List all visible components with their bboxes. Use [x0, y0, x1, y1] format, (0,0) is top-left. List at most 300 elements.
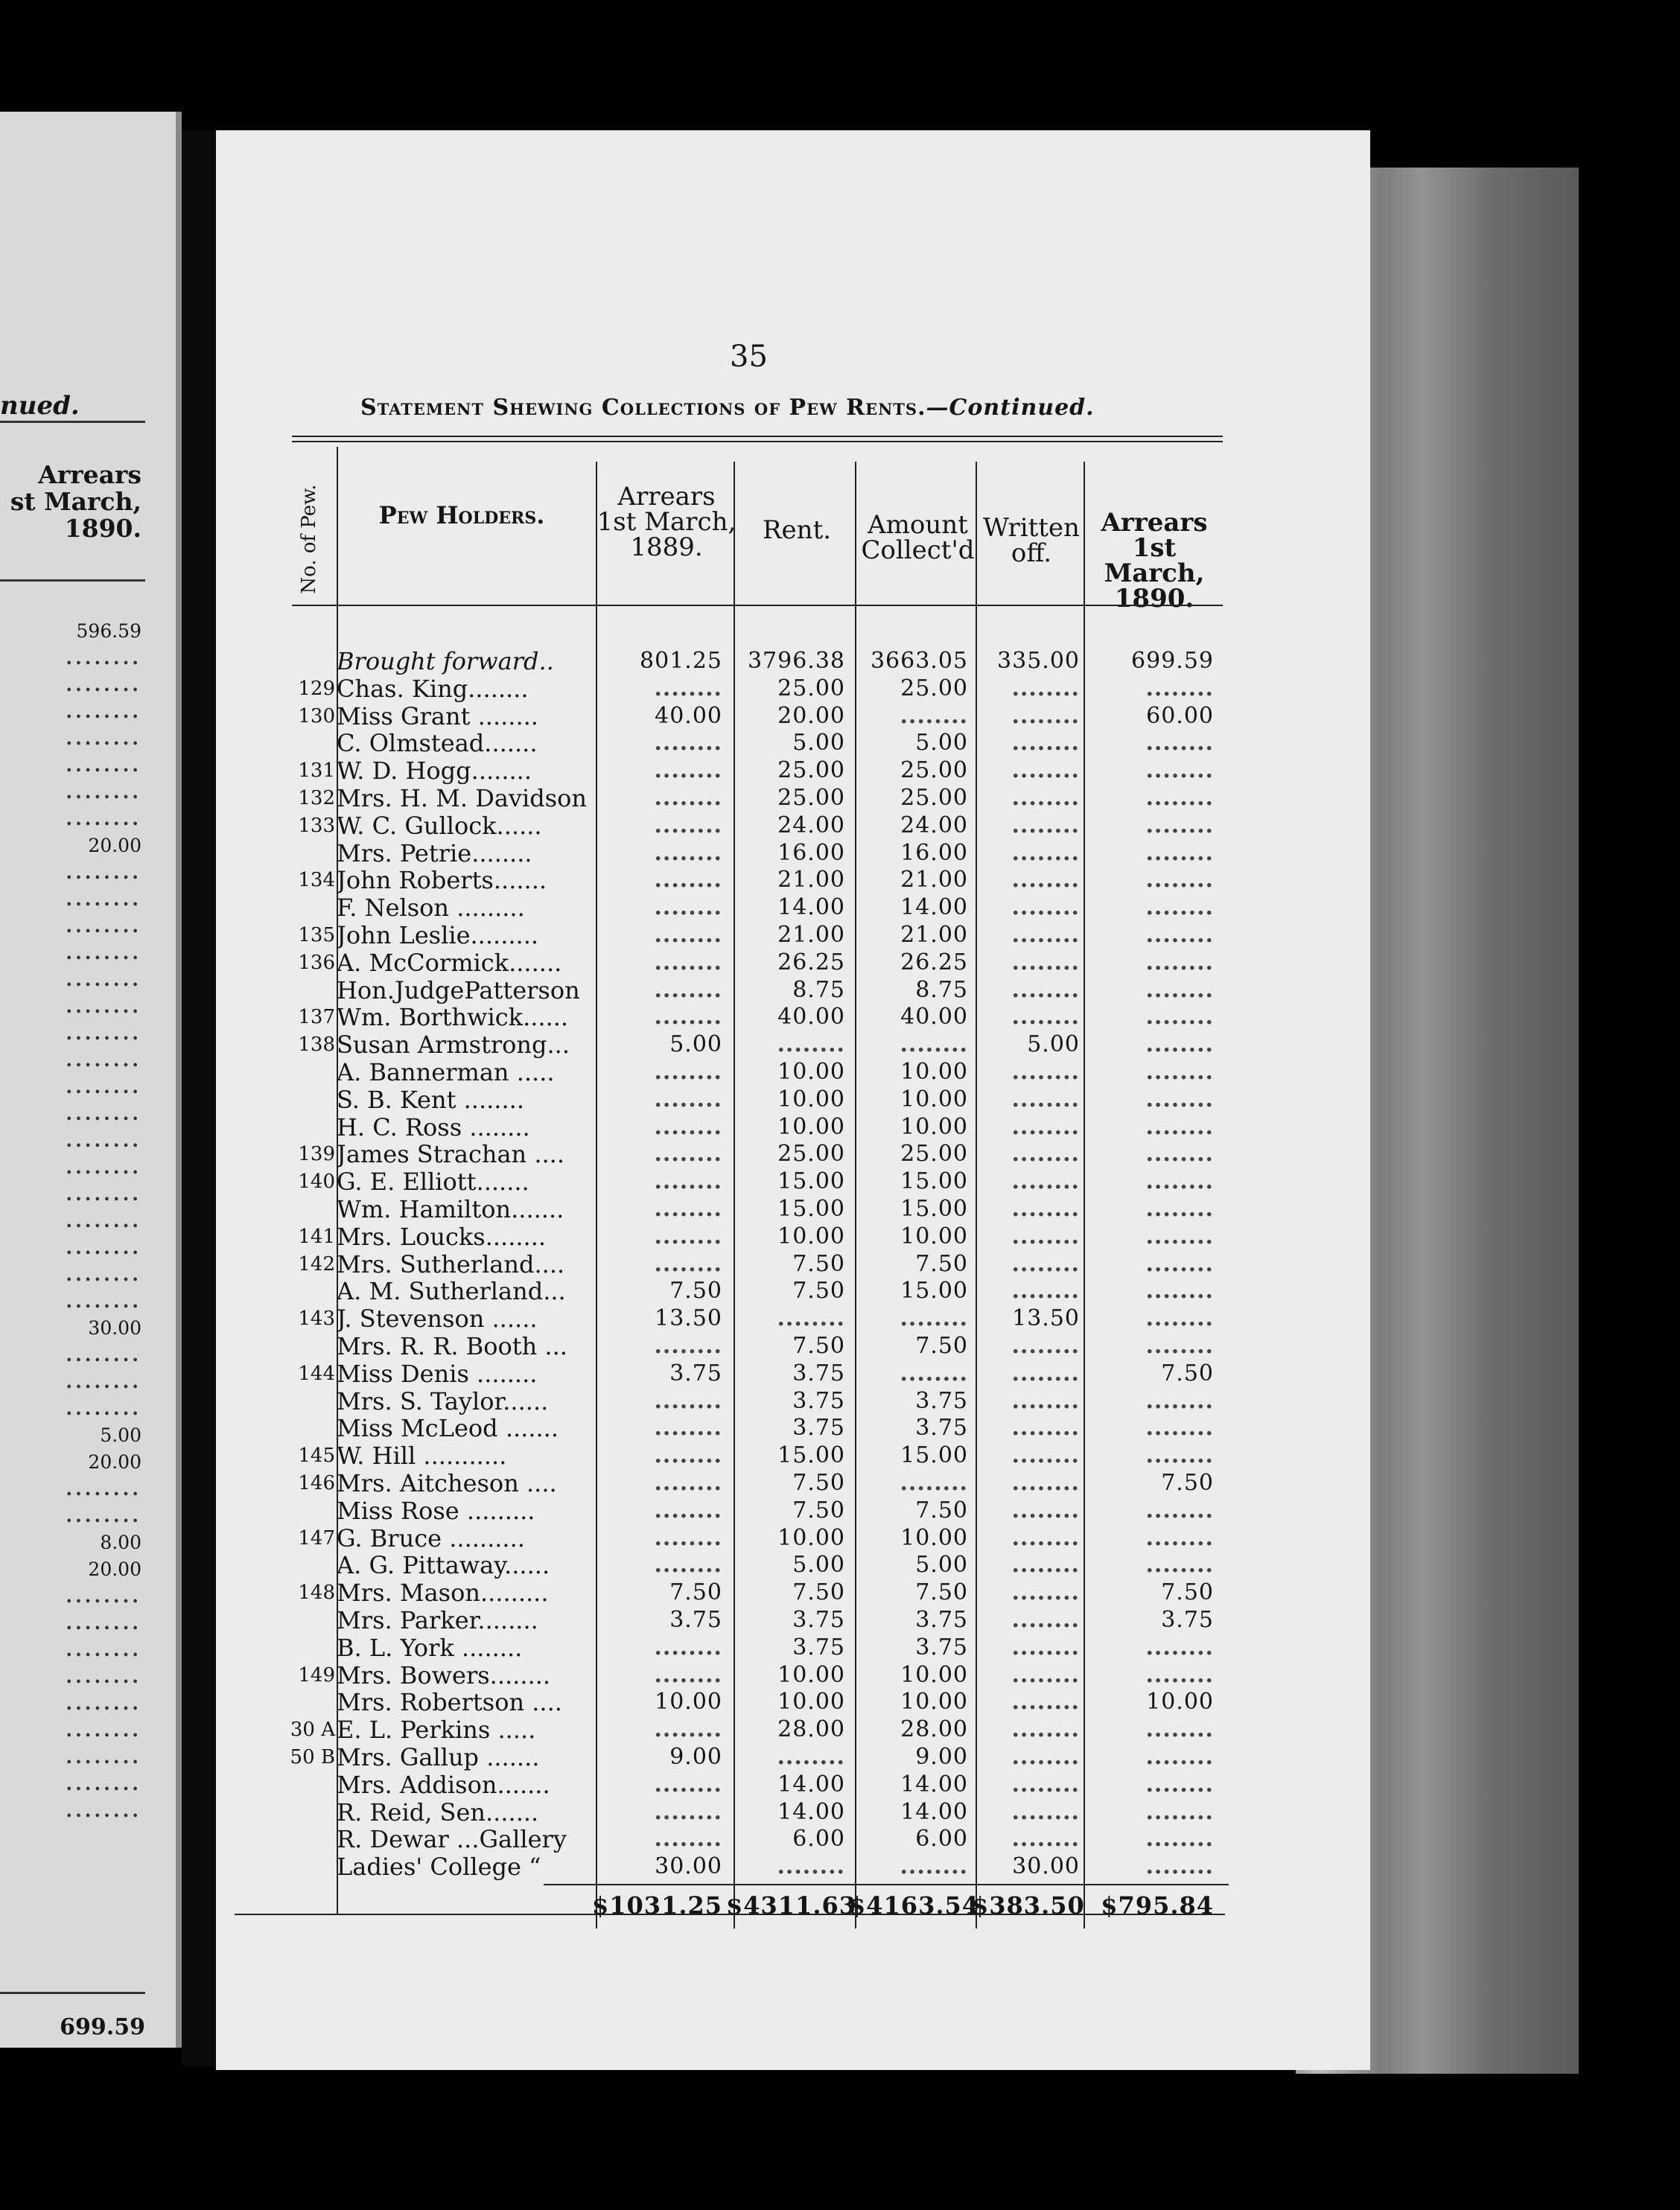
- left-value: ........: [66, 1103, 141, 1124]
- table-row: [0, 867, 1266, 894]
- left-continued-label: nued.: [0, 391, 80, 421]
- table-row: [0, 1223, 1266, 1250]
- left-value: ........: [66, 1130, 141, 1151]
- collected-cell: 16.00: [900, 839, 968, 866]
- pew-number: 141: [298, 1225, 335, 1248]
- arrears-1889-cell: ........: [654, 1497, 722, 1523]
- pew-holder-name: Mrs. Addison.......: [337, 1771, 550, 1798]
- collected-cell: 15.00: [900, 1278, 968, 1305]
- written-off-cell: ........: [1011, 1661, 1080, 1688]
- table-row: [0, 1525, 1266, 1552]
- arrears-1890-cell: ........: [1145, 1250, 1214, 1277]
- table-row: [0, 1497, 1266, 1524]
- written-off-cell: ........: [1011, 812, 1080, 838]
- header-amount-collected: [856, 512, 979, 563]
- pew-holder-name: Mrs. Petrie........: [337, 839, 532, 867]
- arrears-1890-cell: ........: [1145, 1661, 1214, 1688]
- table-row: [0, 1278, 1266, 1305]
- pew-holder-name: Mrs. Mason.........: [337, 1579, 549, 1607]
- rent-cell: 14.00: [777, 1798, 845, 1825]
- arrears-1889-cell: 5.00: [669, 1031, 722, 1058]
- collected-cell: 9.00: [915, 1744, 968, 1770]
- pew-number: 132: [298, 787, 335, 809]
- header-pew-number: [279, 484, 335, 603]
- header-line: 1st March,: [1104, 533, 1205, 588]
- arrears-1890-cell: ........: [1145, 1333, 1214, 1359]
- rent-cell: 21.00: [777, 867, 845, 894]
- arrears-1890-cell: ........: [1145, 1853, 1214, 1880]
- pew-number: 138: [298, 1034, 335, 1057]
- written-off-cell: ........: [1011, 922, 1080, 948]
- pew-holder-name: W. C. Gullock......: [337, 812, 542, 839]
- table-row: [0, 1662, 1266, 1689]
- arrears-1889-cell: ........: [654, 1661, 722, 1688]
- table-row: [0, 1305, 1266, 1332]
- arrears-1889-cell: ........: [654, 1415, 722, 1442]
- arrears-1890-cell: ........: [1145, 1278, 1214, 1305]
- totals-rule: [544, 1884, 1229, 1885]
- written-off-cell: ........: [1011, 1579, 1080, 1606]
- arrears-1890-cell: 699.59: [1131, 648, 1214, 674]
- arrears-1890-cell: ........: [1145, 976, 1214, 1003]
- arrears-1890-cell: ........: [1145, 1497, 1214, 1523]
- collected-cell: 15.00: [900, 1196, 968, 1222]
- left-value: ........: [66, 996, 141, 1017]
- written-off-cell: ........: [1011, 730, 1080, 757]
- arrears-1890-cell: ........: [1145, 894, 1214, 921]
- pew-holder-name: S. B. Kent ........: [337, 1086, 524, 1113]
- table-row: [0, 812, 1266, 839]
- arrears-1889-cell: ........: [654, 1141, 722, 1168]
- arrears-1889-cell: ........: [654, 757, 722, 784]
- collected-cell: 8.75: [915, 976, 968, 1003]
- arrears-1889-cell: ........: [654, 867, 722, 894]
- left-value: ........: [66, 1022, 141, 1044]
- rent-cell: 15.00: [777, 1196, 845, 1222]
- rent-cell: 7.50: [792, 1579, 845, 1606]
- table-row: [0, 757, 1266, 784]
- left-value: ........: [66, 781, 141, 803]
- pew-number: 137: [298, 1006, 335, 1029]
- rent-cell: ........: [777, 1031, 845, 1058]
- rent-cell: 14.00: [777, 1771, 845, 1797]
- rent-cell: 10.00: [777, 1524, 845, 1551]
- arrears-1889-cell: 40.00: [655, 702, 722, 729]
- rent-cell: ........: [777, 1744, 845, 1770]
- collected-cell: 10.00: [900, 1689, 968, 1716]
- pew-number: 144: [298, 1362, 335, 1385]
- header-line: Arrears: [1101, 508, 1208, 538]
- table-row: [0, 949, 1266, 976]
- arrears-1890-cell: ........: [1145, 1524, 1214, 1551]
- arrears-1889-cell: ........: [654, 1250, 722, 1277]
- collected-cell: ........: [900, 1031, 968, 1058]
- collected-cell: 7.50: [915, 1497, 968, 1523]
- rent-cell: 25.00: [777, 1141, 845, 1168]
- arrears-1890-cell: ........: [1145, 1771, 1214, 1797]
- arrears-1890-cell: ........: [1145, 730, 1214, 757]
- title-continued: —Continued.: [926, 395, 1095, 421]
- rent-cell: 16.00: [777, 839, 845, 866]
- left-value: ........: [66, 808, 141, 829]
- arrears-1890-cell: ........: [1145, 1415, 1214, 1442]
- header-line: Written: [983, 513, 1080, 543]
- left-value: ........: [66, 1612, 141, 1634]
- totals-row: [0, 1891, 1266, 1924]
- table-row: [0, 1579, 1266, 1606]
- collected-cell: 21.00: [900, 922, 968, 948]
- collected-cell: 10.00: [900, 1223, 968, 1249]
- left-value: ........: [66, 1398, 141, 1419]
- collected-cell: 26.25: [900, 949, 968, 975]
- collected-cell: 5.00: [915, 1552, 968, 1579]
- pew-holder-name: John Roberts.......: [337, 867, 547, 894]
- arrears-1889-cell: ........: [654, 1771, 722, 1797]
- written-off-cell: ........: [1011, 1689, 1080, 1716]
- pew-holder-name: C. Olmstead.......: [337, 730, 538, 757]
- left-value: ........: [66, 727, 141, 749]
- arrears-1890-cell: ........: [1145, 1634, 1214, 1660]
- arrears-1889-cell: 7.50: [669, 1278, 722, 1305]
- arrears-1889-cell: ........: [654, 1113, 722, 1140]
- pew-holder-name: A. M. Sutherland...: [337, 1278, 566, 1305]
- rent-cell: 3796.38: [747, 648, 845, 674]
- table-row: [0, 840, 1266, 867]
- collected-cell: 10.00: [900, 1113, 968, 1140]
- left-value: ........: [66, 1505, 141, 1526]
- left-value: ........: [66, 754, 141, 776]
- pew-holder-name: John Leslie.........: [337, 922, 539, 949]
- rent-cell: 25.00: [777, 757, 845, 784]
- rent-cell: 20.00: [777, 702, 845, 729]
- pew-holder-name: James Strachan ....: [337, 1141, 565, 1168]
- collected-cell: 3.75: [915, 1607, 968, 1633]
- left-value: ........: [66, 942, 141, 964]
- table-row: [0, 1168, 1266, 1195]
- rent-cell: 10.00: [777, 1059, 845, 1085]
- written-off-cell: ........: [1011, 1798, 1080, 1825]
- pew-number: 145: [298, 1445, 335, 1468]
- left-value: ........: [66, 1049, 141, 1071]
- left-value: ........: [66, 1478, 141, 1500]
- page-number: 35: [730, 340, 768, 374]
- arrears-1890-cell: ........: [1145, 1059, 1214, 1085]
- collected-cell: 5.00: [915, 730, 968, 757]
- pew-holder-name: Mrs. S. Taylor......: [337, 1387, 549, 1415]
- left-value: ........: [66, 969, 141, 990]
- arrears-1890-cell: ........: [1145, 1305, 1214, 1332]
- written-off-cell: ........: [1011, 1196, 1080, 1222]
- header-line: Collect'd: [861, 535, 975, 565]
- collected-cell: 3.75: [915, 1415, 968, 1442]
- written-off-cell: ........: [1011, 702, 1080, 729]
- left-value: ........: [66, 1692, 141, 1714]
- table-row: [0, 675, 1266, 702]
- left-value: 8.00: [100, 1532, 141, 1553]
- written-off-cell: ........: [1011, 1387, 1080, 1414]
- table-row: [0, 1031, 1266, 1058]
- left-value: ........: [66, 1156, 141, 1178]
- arrears-1890-cell: ........: [1145, 1168, 1214, 1195]
- arrears-1890-cell: ........: [1145, 1798, 1214, 1825]
- table-row: [0, 1388, 1266, 1415]
- rent-cell: 5.00: [792, 730, 845, 757]
- left-value: ........: [66, 915, 141, 937]
- pew-holder-name: Mrs. Loucks........: [337, 1223, 547, 1250]
- collected-cell: 25.00: [900, 785, 968, 811]
- pew-holder-name: R. Dewar ...Gallery: [337, 1826, 567, 1853]
- table-row: [0, 1004, 1266, 1031]
- rent-cell: 25.00: [777, 785, 845, 811]
- pew-holder-name: G. E. Elliott.......: [337, 1168, 529, 1196]
- collected-cell: 7.50: [915, 1250, 968, 1277]
- collected-cell: 14.00: [900, 894, 968, 921]
- collected-cell: 10.00: [900, 1086, 968, 1112]
- written-off-cell: ........: [1011, 1141, 1080, 1168]
- arrears-1889-cell: ........: [654, 949, 722, 975]
- rent-cell: 3.75: [792, 1607, 845, 1633]
- written-off-cell: 335.00: [997, 648, 1080, 674]
- written-off-cell: ........: [1011, 1716, 1080, 1743]
- pew-holder-name: A. G. Pittaway......: [337, 1552, 550, 1579]
- rent-cell: 10.00: [777, 1661, 845, 1688]
- table-row: [0, 1196, 1266, 1223]
- pew-holder-name: W. Hill ...........: [337, 1442, 507, 1470]
- rent-cell: 21.00: [777, 922, 845, 948]
- table-row: [0, 1251, 1266, 1278]
- written-off-cell: ........: [1011, 1826, 1080, 1853]
- arrears-1890-cell: ........: [1145, 1552, 1214, 1579]
- left-value: ........: [66, 888, 141, 910]
- pew-holder-name: Ladies' College “: [337, 1853, 541, 1881]
- written-off-cell: ........: [1011, 1771, 1080, 1797]
- collected-cell: 24.00: [900, 812, 968, 838]
- rent-cell: 15.00: [777, 1168, 845, 1195]
- left-total: 699.59: [60, 2014, 145, 2040]
- table-row: [0, 1771, 1266, 1798]
- written-off-cell: ........: [1011, 1168, 1080, 1195]
- pew-holder-name: Mrs. R. R. Booth ...: [337, 1333, 567, 1360]
- collected-cell: 10.00: [900, 1059, 968, 1085]
- written-off-cell: ........: [1011, 1524, 1080, 1551]
- rent-cell: 14.00: [777, 894, 845, 921]
- arrears-1889-cell: 13.50: [655, 1305, 722, 1332]
- pew-number: 131: [298, 760, 335, 783]
- arrears-1890-cell: ........: [1145, 867, 1214, 894]
- rent-cell: 10.00: [777, 1086, 845, 1112]
- arrears-1889-cell: ........: [654, 1196, 722, 1222]
- table-row: [0, 703, 1266, 730]
- left-header-line: st March,: [10, 487, 141, 516]
- arrears-1890-cell: ........: [1145, 1716, 1214, 1743]
- pew-number: 130: [298, 704, 335, 727]
- arrears-1889-cell: ........: [654, 839, 722, 866]
- arrears-1889-cell: ........: [654, 1442, 722, 1469]
- arrears-1889-cell: ........: [654, 730, 722, 757]
- pew-number: 147: [298, 1526, 335, 1550]
- collected-cell: 7.50: [915, 1333, 968, 1359]
- table-row: [0, 730, 1266, 757]
- pew-holder-name: Mrs. Robertson ....: [337, 1689, 562, 1716]
- arrears-1889-cell: ........: [654, 922, 722, 948]
- arrears-1890-cell: ........: [1145, 1004, 1214, 1031]
- pew-holder-name: R. Reid, Sen.......: [337, 1798, 539, 1826]
- left-value: ........: [66, 862, 141, 883]
- left-value: ........: [66, 1076, 141, 1098]
- pew-holder-name: Brought forward..: [337, 648, 554, 675]
- rent-cell: 3.75: [792, 1634, 845, 1660]
- written-off-cell: ........: [1011, 1250, 1080, 1277]
- collected-cell: 7.50: [915, 1579, 968, 1606]
- pew-number: 142: [298, 1252, 335, 1276]
- pew-number: 129: [298, 677, 335, 700]
- arrears-1889-cell: ........: [654, 1826, 722, 1853]
- written-off-cell: ........: [1011, 1113, 1080, 1140]
- table-row: [0, 1634, 1266, 1661]
- arrears-1889-cell: ........: [654, 894, 722, 921]
- left-value: ........: [66, 1371, 141, 1392]
- collected-cell: 25.00: [900, 675, 968, 701]
- pew-holder-name: A. McCormick.......: [337, 949, 562, 976]
- collected-cell: 28.00: [900, 1716, 968, 1743]
- pew-holder-name: F. Nelson .........: [337, 894, 525, 922]
- pew-holder-name: Mrs. Parker........: [337, 1607, 538, 1634]
- pew-holder-name: Mrs. Gallup .......: [337, 1744, 540, 1771]
- written-off-cell: ........: [1011, 1607, 1080, 1633]
- table-row: [0, 1442, 1266, 1469]
- arrears-1890-cell: ........: [1145, 839, 1214, 866]
- pew-holder-name: Chas. King........: [337, 675, 529, 702]
- written-off-cell: ........: [1011, 1278, 1080, 1305]
- table-row: [0, 1607, 1266, 1634]
- written-off-cell: ........: [1011, 839, 1080, 866]
- total-written-off: $383.50: [972, 1891, 1085, 1920]
- arrears-1889-cell: 801.25: [640, 648, 722, 674]
- rent-cell: ........: [777, 1853, 845, 1880]
- pew-number: 136: [298, 951, 335, 974]
- pew-number: 140: [298, 1171, 335, 1194]
- written-off-cell: ........: [1011, 1552, 1080, 1579]
- rent-cell: 28.00: [777, 1716, 845, 1743]
- arrears-1889-cell: ........: [654, 675, 722, 701]
- arrears-1890-cell: ........: [1145, 1442, 1214, 1469]
- arrears-1889-cell: ........: [654, 1223, 722, 1249]
- table-row: [0, 1826, 1266, 1853]
- rent-cell: 7.50: [792, 1497, 845, 1523]
- header-rent: Rent.: [762, 515, 832, 545]
- rent-cell: 7.50: [792, 1470, 845, 1496]
- rent-cell: 25.00: [777, 675, 845, 701]
- arrears-1890-cell: 60.00: [1146, 702, 1214, 729]
- arrears-1889-cell: 9.00: [669, 1744, 722, 1770]
- written-off-cell: ........: [1011, 1442, 1080, 1469]
- written-off-cell: ........: [1011, 894, 1080, 921]
- collected-cell: 15.00: [900, 1168, 968, 1195]
- collected-cell: 25.00: [900, 757, 968, 784]
- written-off-cell: ........: [1011, 976, 1080, 1003]
- pew-holder-name: Wm. Hamilton.......: [337, 1196, 564, 1223]
- table-row: [0, 1086, 1266, 1113]
- rent-cell: 6.00: [792, 1826, 845, 1853]
- arrears-1890-cell: ........: [1145, 1086, 1214, 1112]
- total-arrears-1890: $795.84: [1101, 1891, 1214, 1920]
- arrears-1889-cell: 7.50: [669, 1579, 722, 1606]
- arrears-1889-cell: ........: [654, 1387, 722, 1414]
- header-arrears-1889: [596, 484, 737, 560]
- written-off-cell: ........: [1011, 1004, 1080, 1031]
- left-value: ........: [66, 1666, 141, 1687]
- left-value: ........: [66, 1746, 141, 1768]
- arrears-1890-cell: 3.75: [1161, 1607, 1214, 1633]
- arrears-1890-cell: ........: [1145, 1744, 1214, 1770]
- header-pew-number-text: No. of Pew.: [298, 484, 320, 594]
- bottom-rule: [235, 1914, 1225, 1915]
- collected-cell: 3.75: [915, 1634, 968, 1660]
- total-arrears-1889: $1031.25: [592, 1891, 722, 1920]
- written-off-cell: ........: [1011, 1333, 1080, 1359]
- written-off-cell: ........: [1011, 675, 1080, 701]
- header-line: 1889.: [630, 532, 703, 562]
- rent-cell: 7.50: [792, 1278, 845, 1305]
- rent-cell: 8.75: [792, 976, 845, 1003]
- collected-cell: 14.00: [900, 1771, 968, 1797]
- total-rent: $4311.63: [726, 1891, 856, 1920]
- pew-holder-name: Susan Armstrong...: [337, 1031, 570, 1059]
- arrears-1890-cell: 7.50: [1161, 1360, 1214, 1386]
- pew-holder-name: W. D. Hogg........: [337, 757, 532, 785]
- pew-holder-name: Mrs. Bowers........: [337, 1661, 551, 1689]
- left-value: 5.00: [100, 1424, 141, 1446]
- pew-holder-name: H. C. Ross ........: [337, 1113, 530, 1141]
- arrears-1889-cell: ........: [654, 1716, 722, 1743]
- pew-number: 30 A: [290, 1719, 335, 1742]
- pew-holder-name: A. Bannerman .....: [337, 1059, 555, 1086]
- table-row: [0, 1333, 1266, 1360]
- arrears-1890-cell: ........: [1145, 1223, 1214, 1249]
- table-row: [0, 1744, 1266, 1771]
- pew-holder-name: Hon.JudgePatterson: [337, 976, 580, 1004]
- page-title: [360, 395, 1095, 421]
- collected-cell: 14.00: [900, 1798, 968, 1825]
- written-off-cell: ........: [1011, 867, 1080, 894]
- pew-number: 135: [298, 924, 335, 946]
- arrears-1889-cell: ........: [654, 1798, 722, 1825]
- arrears-1890-cell: 10.00: [1146, 1689, 1214, 1716]
- header-line: 1st March,: [596, 507, 736, 537]
- collected-cell: ........: [900, 702, 968, 729]
- arrears-1889-cell: 3.75: [669, 1360, 722, 1386]
- rent-cell: 10.00: [777, 1689, 845, 1716]
- table-row: [0, 1415, 1266, 1442]
- arrears-1889-cell: ........: [654, 785, 722, 811]
- pew-holder-name: Miss Denis ........: [337, 1360, 538, 1387]
- left-value: ........: [66, 1773, 141, 1795]
- table-row: [0, 1552, 1266, 1579]
- table-row: [0, 1716, 1266, 1743]
- collected-cell: 15.00: [900, 1442, 968, 1469]
- collected-cell: ........: [900, 1305, 968, 1332]
- left-value: ........: [66, 1719, 141, 1741]
- left-value: 30.00: [88, 1317, 141, 1339]
- rent-cell: 5.00: [792, 1552, 845, 1579]
- header-line: Amount: [868, 510, 968, 540]
- table-row: [0, 1853, 1266, 1880]
- rent-cell: 3.75: [792, 1415, 845, 1442]
- collected-cell: 25.00: [900, 1141, 968, 1168]
- written-off-cell: ........: [1011, 1497, 1080, 1523]
- left-value: 20.00: [88, 835, 141, 856]
- pew-holder-name: Mrs. H. M. Davidson: [337, 785, 588, 812]
